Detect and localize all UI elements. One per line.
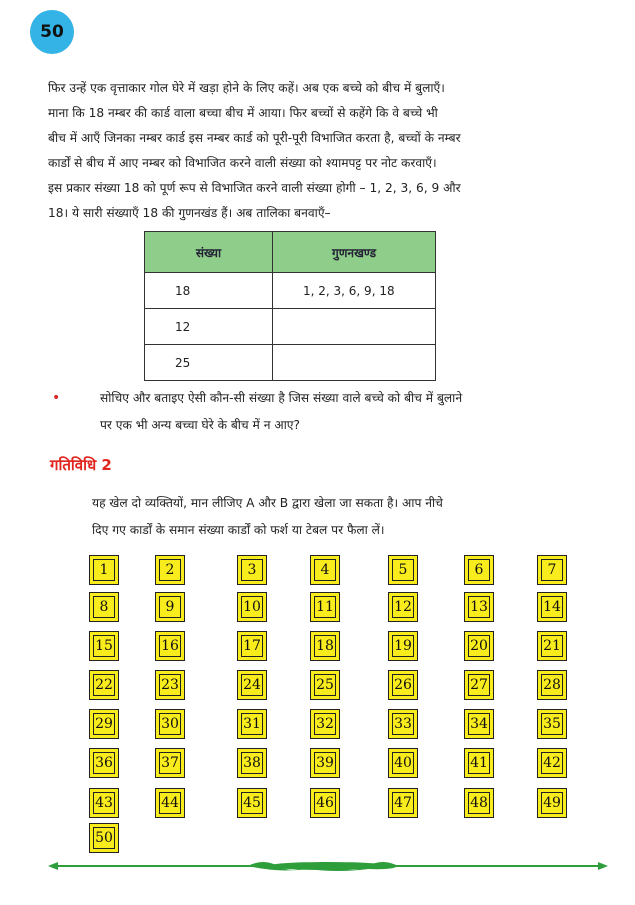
factors-table xyxy=(144,231,436,381)
number-card-37: 37 xyxy=(155,748,185,778)
number-card-7: 7 xyxy=(537,555,567,585)
number-card-35: 35 xyxy=(537,709,567,739)
number-card-11: 11 xyxy=(310,592,340,622)
paragraph-line: माना कि 18 नम्बर की कार्ड वाला बच्चा बीच में आया। फिर बच्चों से कहेंगे कि वे बच्चे भी xyxy=(48,106,438,120)
number-card-16: 16 xyxy=(155,631,185,661)
number-card-13: 13 xyxy=(464,592,494,622)
question-line: सोचिए और बताइए ऐसी कौन-सी संख्या है जिस संख्या वाले बच्चे को बीच में बुलाने xyxy=(100,391,463,405)
paragraph-line: बीच में आएँ जिनका नम्बर कार्ड इस नम्बर कार्ड को पूरी-पूरी विभाजित करता है, बच्चों के नम्बर xyxy=(48,131,461,145)
number-card-15: 15 xyxy=(89,631,119,661)
number-card-45: 45 xyxy=(237,788,267,818)
table-cell-number: 12 xyxy=(145,309,273,345)
table-row xyxy=(145,309,436,345)
question-text xyxy=(100,385,612,439)
number-card-41: 41 xyxy=(464,748,494,778)
number-card-27: 27 xyxy=(464,670,494,700)
activity-instructions xyxy=(92,490,612,544)
number-card-49: 49 xyxy=(537,788,567,818)
table-cell-number: 18 xyxy=(145,273,273,309)
number-card-40: 40 xyxy=(388,748,418,778)
number-card-30: 30 xyxy=(155,709,185,739)
number-card-32: 32 xyxy=(310,709,340,739)
number-card-50: 50 xyxy=(89,823,119,853)
number-card-46: 46 xyxy=(310,788,340,818)
number-card-23: 23 xyxy=(155,670,185,700)
number-card-28: 28 xyxy=(537,670,567,700)
column-header-factors: गुणनखण्ड xyxy=(273,232,436,273)
page-number: 50 xyxy=(40,22,64,42)
number-card-34: 34 xyxy=(464,709,494,739)
number-card-3: 3 xyxy=(237,555,267,585)
number-card-1: 1 xyxy=(89,555,119,585)
number-card-47: 47 xyxy=(388,788,418,818)
question-line: पर एक भी अन्य बच्चा घेरे के बीच में न आए? xyxy=(100,418,301,432)
number-card-5: 5 xyxy=(388,555,418,585)
paragraph-line: फिर उन्हें एक वृत्ताकार गोल घेरे में खड़ा होने के लिए कहें। अब एक बच्चे को बीच में बुलाएँ। xyxy=(48,81,445,95)
number-card-9: 9 xyxy=(155,592,185,622)
column-header-number: संख्या xyxy=(145,232,273,273)
decorative-divider xyxy=(48,858,608,874)
number-card-36: 36 xyxy=(89,748,119,778)
number-card-31: 31 xyxy=(237,709,267,739)
number-card-48: 48 xyxy=(464,788,494,818)
paragraph-line: 18। ये सारी संख्याएँ 18 की गुणनखंड हैं। अब तालिका बनवाएँ– xyxy=(48,206,331,220)
table-cell-factors xyxy=(273,309,436,345)
number-card-2: 2 xyxy=(155,555,185,585)
paragraph-line: इस प्रकार संख्या 18 को पूर्ण रूप से विभाजित करने वाली संख्या होगी – 1, 2, 3, 6, 9 और xyxy=(48,181,461,195)
number-card-21: 21 xyxy=(537,631,567,661)
activity-line: यह खेल दो व्यक्तियों, मान लीजिए A और B द्वारा खेला जा सकता है। आप नीचे xyxy=(92,496,443,510)
number-card-38: 38 xyxy=(237,748,267,778)
number-card-10: 10 xyxy=(237,592,267,622)
question-bullet xyxy=(52,385,612,439)
activity-line: दिए गए कार्डों के समान संख्या कार्डों को फर्श या टेबल पर फैला लें। xyxy=(92,523,385,537)
table-row xyxy=(145,345,436,381)
number-card-8: 8 xyxy=(89,592,119,622)
page-number-badge xyxy=(30,10,74,54)
number-card-19: 19 xyxy=(388,631,418,661)
number-card-24: 24 xyxy=(237,670,267,700)
table-header-row xyxy=(145,232,436,273)
table-cell-factors: 1, 2, 3, 6, 9, 18 xyxy=(273,273,436,309)
number-card-44: 44 xyxy=(155,788,185,818)
number-card-39: 39 xyxy=(310,748,340,778)
activity-heading: गतिविधि 2 xyxy=(50,456,112,474)
number-card-20: 20 xyxy=(464,631,494,661)
paragraph-line: कार्डों से बीच में आए नम्बर को विभाजित करने वाली संख्या को श्यामपट्ट पर नोट करवाएँ। xyxy=(48,156,437,170)
table-row xyxy=(145,273,436,309)
bullet-icon: • xyxy=(52,390,61,406)
number-card-4: 4 xyxy=(310,555,340,585)
number-card-17: 17 xyxy=(237,631,267,661)
table-cell-number: 25 xyxy=(145,345,273,381)
number-card-25: 25 xyxy=(310,670,340,700)
number-card-43: 43 xyxy=(89,788,119,818)
number-card-22: 22 xyxy=(89,670,119,700)
intro-paragraph xyxy=(48,76,608,226)
number-card-29: 29 xyxy=(89,709,119,739)
number-card-42: 42 xyxy=(537,748,567,778)
number-card-6: 6 xyxy=(464,555,494,585)
number-card-26: 26 xyxy=(388,670,418,700)
table-cell-factors xyxy=(273,345,436,381)
number-card-18: 18 xyxy=(310,631,340,661)
number-card-14: 14 xyxy=(537,592,567,622)
number-card-33: 33 xyxy=(388,709,418,739)
number-card-12: 12 xyxy=(388,592,418,622)
